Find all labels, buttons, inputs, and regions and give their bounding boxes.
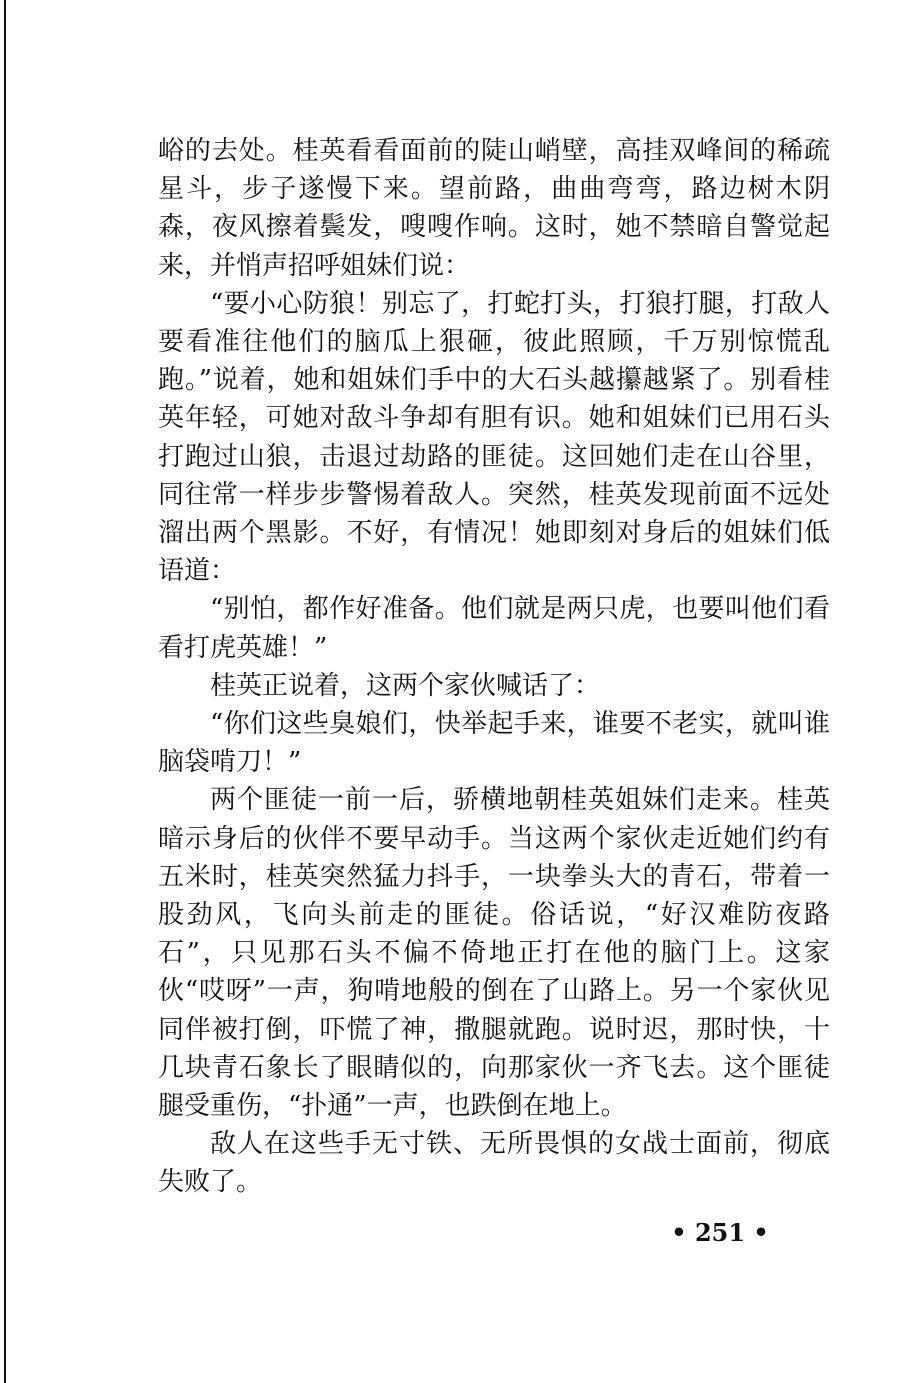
page-edge-line (4, 0, 6, 1383)
paragraph-6: 两个匪徒一前一后，骄横地朝桂英姐妹们走来。桂英暗示身后的伙伴不要早动手。当这两个家伙走近她们约有五米时，桂英突然猛力抖手，一块拳头大的青石，带着一股劲风，飞向头前走的匪徒。俗话说，“好汉难防夜路石”，只见那石头不偏不倚地正打在他的脑门上。这家伙“哎呀”一声，狗啃地般的倒在了山路上。另一个家伙见同伴被打倒，吓慌了神，撒腿就跑。说时迟，那时快，十几块青石象长了眼睛似的，向那家伙一齐飞去。这个匪徒腿受重伤，“扑通”一声，也跌倒在地上。 (158, 785, 830, 1122)
paragraph-4: 桂英正说着，这两个家伙喊话了： (210, 670, 601, 701)
paragraph-1: 峪的去处。桂英看看面前的陡山峭壁，高挂双峰间的稀疏星斗，步子遂慢下来。望前路，曲曲弯弯，路边树木阴森，夜风擦着鬓发，嗖嗖作响。这时，她不禁暗自警觉起来，并悄声招呼姐妹们说： (158, 136, 830, 281)
paragraph-3: “别怕，都作好准备。他们就是两只虎，也要叫他们看看打虎英雄！” (158, 594, 830, 663)
page-number: • 251 • (671, 1218, 769, 1247)
body-text (158, 132, 830, 1202)
paragraph-2: “要小心防狼！别忘了，打蛇打头，打狼打腿，打敌人要看准往他们的脑瓜上狠砸，彼此照顾，千万别惊慌乱跑。”说着，她和姐妹们手中的大石头越攥越紧了。别看桂英年轻，可她对敌斗争却有胆有识。她和姐妹们已用石头打跑过山狼，击退过劫路的匪徒。这回她们走在山谷里，同往常一样步步警惕着敌人。突然，桂英发现前面不远处溜出两个黑影。不好，有情况！她即刻对身后的姐妹们低语道： (158, 288, 830, 587)
paragraph-7: 敌人在这些手无寸铁、无所畏惧的女战士面前，彻底失败了。 (158, 1129, 830, 1198)
paragraph-5: “你们这些臭娘们，快举起手来，谁要不老实，就叫谁脑袋啃刀！” (158, 709, 830, 778)
